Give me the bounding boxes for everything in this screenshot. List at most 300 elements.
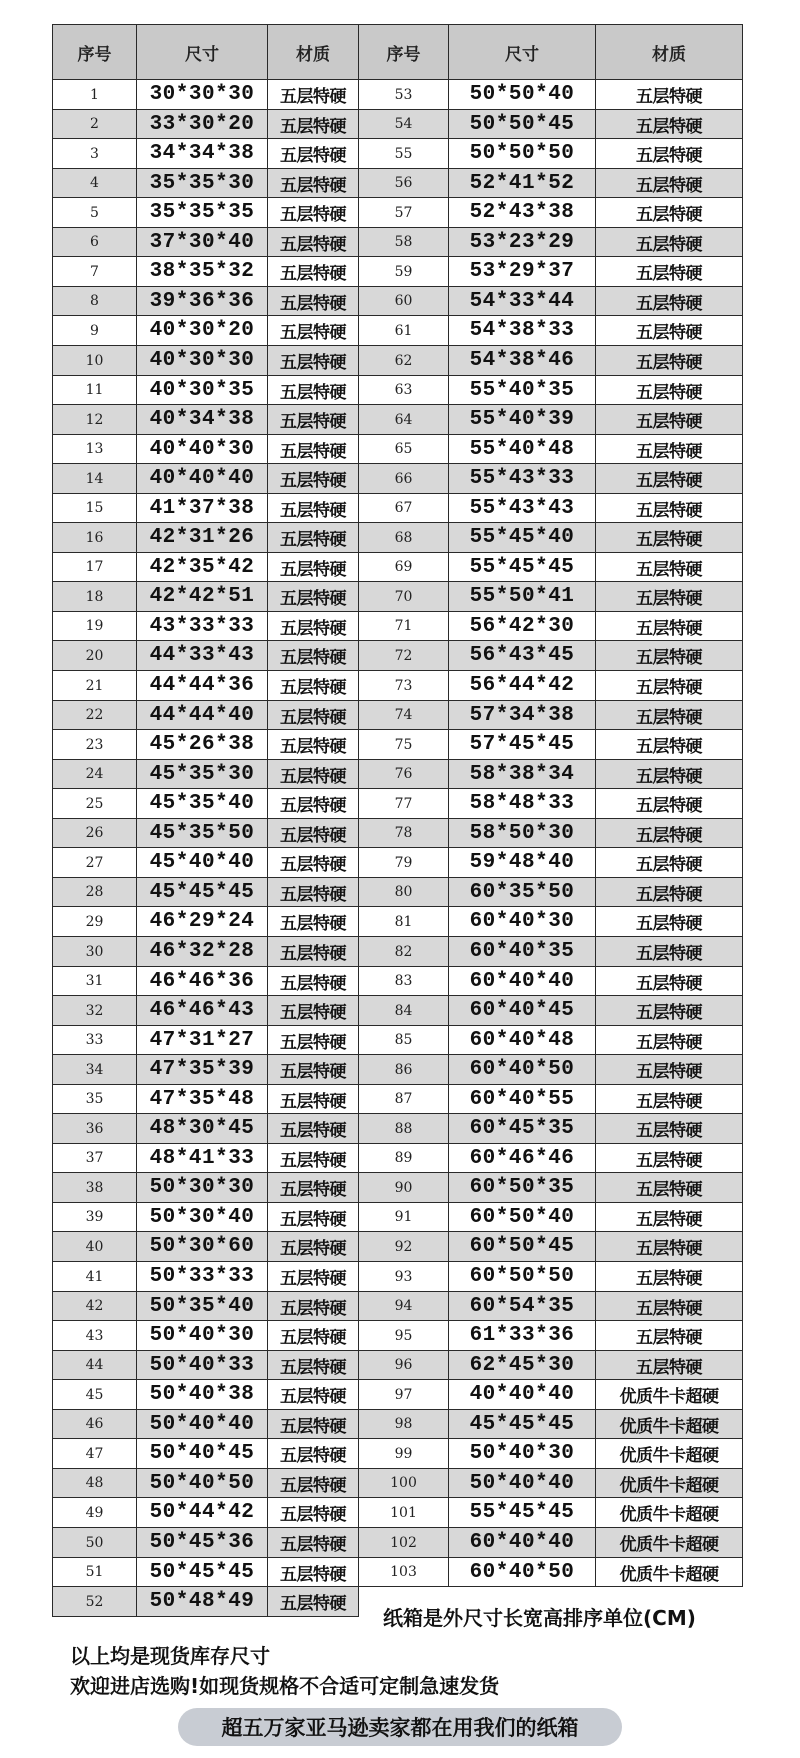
left-material-cell: 五层特硬 <box>267 1231 359 1262</box>
right-material-cell: 五层特硬 <box>595 640 743 671</box>
right-size-cell: 60*40*45 <box>448 995 596 1026</box>
right-material-cell: 五层特硬 <box>595 1261 743 1292</box>
left-index-cell: 48 <box>52 1468 137 1498</box>
right-index-cell: 83 <box>358 966 449 996</box>
left-index-cell: 14 <box>52 463 137 494</box>
left-index-cell: 19 <box>52 611 137 641</box>
left-material-cell: 五层特硬 <box>267 1557 359 1587</box>
right-index-cell: 68 <box>358 522 449 553</box>
right-material-cell: 五层特硬 <box>595 1320 743 1351</box>
right-size-cell: 60*40*48 <box>448 1025 596 1055</box>
right-size-cell: 50*50*40 <box>448 79 596 110</box>
left-size-cell: 50*45*45 <box>136 1557 268 1587</box>
column-header: 序号 <box>52 24 137 80</box>
right-material-cell: 五层特硬 <box>595 700 743 730</box>
right-size-cell: 55*45*45 <box>448 552 596 582</box>
right-size-cell: 60*50*40 <box>448 1202 596 1232</box>
right-material-cell: 五层特硬 <box>595 581 743 612</box>
right-size-cell: 60*40*30 <box>448 906 596 937</box>
left-material-cell: 五层特硬 <box>267 788 359 819</box>
right-index-cell: 77 <box>358 788 449 819</box>
right-index-cell: 89 <box>358 1143 449 1173</box>
right-material-cell: 优质牛卡超硬 <box>595 1557 743 1587</box>
left-material-cell: 五层特硬 <box>267 522 359 553</box>
right-size-cell: 58*48*33 <box>448 788 596 819</box>
right-index-cell: 97 <box>358 1379 449 1410</box>
left-size-cell: 48*41*33 <box>136 1143 268 1173</box>
left-material-cell: 五层特硬 <box>267 759 359 789</box>
right-size-cell: 60*50*45 <box>448 1231 596 1262</box>
left-size-cell: 50*40*33 <box>136 1350 268 1380</box>
left-index-cell: 17 <box>52 552 137 582</box>
left-index-cell: 9 <box>52 315 137 346</box>
right-size-cell: 55*43*33 <box>448 463 596 494</box>
left-material-cell: 五层特硬 <box>267 818 359 848</box>
left-index-cell: 13 <box>52 434 137 464</box>
left-material-cell: 五层特硬 <box>267 1054 359 1085</box>
right-material-cell: 五层特硬 <box>595 1143 743 1173</box>
right-index-cell: 69 <box>358 552 449 582</box>
right-index-cell: 67 <box>358 493 449 523</box>
right-size-cell: 40*40*40 <box>448 1379 596 1410</box>
left-size-cell: 50*40*45 <box>136 1438 268 1469</box>
left-size-cell: 45*35*40 <box>136 788 268 819</box>
right-material-cell: 五层特硬 <box>595 759 743 789</box>
right-index-cell: 81 <box>358 906 449 937</box>
right-size-cell: 55*40*39 <box>448 404 596 435</box>
left-index-cell: 22 <box>52 700 137 730</box>
left-size-cell: 40*30*20 <box>136 315 268 346</box>
left-size-cell: 44*33*43 <box>136 640 268 671</box>
right-material-cell: 五层特硬 <box>595 966 743 996</box>
right-size-cell: 60*46*46 <box>448 1143 596 1173</box>
left-index-cell: 46 <box>52 1409 137 1439</box>
left-size-cell: 47*31*27 <box>136 1025 268 1055</box>
left-material-cell: 五层特硬 <box>267 1409 359 1439</box>
left-material-cell: 五层特硬 <box>267 345 359 376</box>
right-material-cell: 五层特硬 <box>595 493 743 523</box>
right-index-cell: 58 <box>358 227 449 257</box>
left-index-cell: 41 <box>52 1261 137 1292</box>
right-material-cell: 五层特硬 <box>595 345 743 376</box>
left-index-cell: 52 <box>52 1586 137 1617</box>
right-index-cell: 63 <box>358 375 449 405</box>
right-material-cell: 五层特硬 <box>595 1172 743 1203</box>
right-size-cell: 53*23*29 <box>448 227 596 257</box>
right-index-cell: 74 <box>358 700 449 730</box>
left-size-cell: 46*46*43 <box>136 995 268 1026</box>
right-index-cell: 92 <box>358 1231 449 1262</box>
left-size-cell: 50*30*60 <box>136 1231 268 1262</box>
right-size-cell: 56*42*30 <box>448 611 596 641</box>
right-material-cell: 五层特硬 <box>595 729 743 760</box>
right-size-cell: 55*50*41 <box>448 581 596 612</box>
right-index-cell: 76 <box>358 759 449 789</box>
left-size-cell: 50*40*50 <box>136 1468 268 1498</box>
left-size-cell: 34*34*38 <box>136 138 268 169</box>
right-material-cell: 优质牛卡超硬 <box>595 1468 743 1498</box>
left-material-cell: 五层特硬 <box>267 168 359 198</box>
right-index-cell: 55 <box>358 138 449 169</box>
right-index-cell: 101 <box>358 1497 449 1528</box>
right-material-cell: 五层特硬 <box>595 522 743 553</box>
left-index-cell: 42 <box>52 1291 137 1321</box>
left-size-cell: 45*35*50 <box>136 818 268 848</box>
right-size-cell: 50*40*30 <box>448 1438 596 1469</box>
left-index-cell: 43 <box>52 1320 137 1351</box>
right-size-cell: 52*43*38 <box>448 197 596 228</box>
column-header: 尺寸 <box>448 24 596 80</box>
right-size-cell: 58*50*30 <box>448 818 596 848</box>
right-material-cell: 五层特硬 <box>595 1025 743 1055</box>
left-size-cell: 30*30*30 <box>136 79 268 110</box>
right-material-cell: 优质牛卡超硬 <box>595 1438 743 1469</box>
stock-note: 以上均是现货库存尺寸 <box>70 1644 270 1668</box>
left-material-cell: 五层特硬 <box>267 493 359 523</box>
left-size-cell: 44*44*36 <box>136 670 268 701</box>
left-size-cell: 45*45*45 <box>136 877 268 907</box>
left-size-cell: 46*32*28 <box>136 936 268 967</box>
right-size-cell: 61*33*36 <box>448 1320 596 1351</box>
right-material-cell: 优质牛卡超硬 <box>595 1409 743 1439</box>
left-index-cell: 49 <box>52 1497 137 1528</box>
right-size-cell: 50*50*50 <box>448 138 596 169</box>
left-material-cell: 五层特硬 <box>267 906 359 937</box>
left-material-cell: 五层特硬 <box>267 434 359 464</box>
right-material-cell: 五层特硬 <box>595 227 743 257</box>
left-size-cell: 42*31*26 <box>136 522 268 553</box>
left-material-cell: 五层特硬 <box>267 286 359 316</box>
right-size-cell: 60*50*35 <box>448 1172 596 1203</box>
left-material-cell: 五层特硬 <box>267 552 359 582</box>
left-material-cell: 五层特硬 <box>267 640 359 671</box>
left-material-cell: 五层特硬 <box>267 109 359 139</box>
left-size-cell: 50*44*42 <box>136 1497 268 1528</box>
right-index-cell: 79 <box>358 847 449 878</box>
left-size-cell: 40*40*40 <box>136 463 268 494</box>
left-size-cell: 50*30*40 <box>136 1202 268 1232</box>
left-index-cell: 38 <box>52 1172 137 1203</box>
left-index-cell: 45 <box>52 1379 137 1410</box>
right-material-cell: 五层特硬 <box>595 1291 743 1321</box>
right-material-cell: 五层特硬 <box>595 877 743 907</box>
right-size-cell: 60*40*55 <box>448 1084 596 1114</box>
right-size-cell: 60*40*50 <box>448 1557 596 1587</box>
left-index-cell: 40 <box>52 1231 137 1262</box>
right-size-cell: 60*40*40 <box>448 966 596 996</box>
left-index-cell: 15 <box>52 493 137 523</box>
left-size-cell: 42*42*51 <box>136 581 268 612</box>
left-material-cell: 五层特硬 <box>267 936 359 967</box>
left-size-cell: 42*35*42 <box>136 552 268 582</box>
right-material-cell: 优质牛卡超硬 <box>595 1527 743 1558</box>
left-index-cell: 16 <box>52 522 137 553</box>
right-material-cell: 五层特硬 <box>595 168 743 198</box>
right-material-cell: 五层特硬 <box>595 375 743 405</box>
left-index-cell: 1 <box>52 79 137 110</box>
right-size-cell: 52*41*52 <box>448 168 596 198</box>
column-header: 材质 <box>267 24 359 80</box>
left-size-cell: 50*45*36 <box>136 1527 268 1558</box>
right-size-cell: 60*45*35 <box>448 1113 596 1144</box>
left-size-cell: 46*29*24 <box>136 906 268 937</box>
right-size-cell: 54*33*44 <box>448 286 596 316</box>
left-material-cell: 五层特硬 <box>267 197 359 228</box>
left-size-cell: 37*30*40 <box>136 227 268 257</box>
left-material-cell: 五层特硬 <box>267 1202 359 1232</box>
left-size-cell: 41*37*38 <box>136 493 268 523</box>
left-index-cell: 37 <box>52 1143 137 1173</box>
left-index-cell: 20 <box>52 640 137 671</box>
right-material-cell: 五层特硬 <box>595 138 743 169</box>
right-material-cell: 五层特硬 <box>595 995 743 1026</box>
right-size-cell: 56*44*42 <box>448 670 596 701</box>
unit-note: 纸箱是外尺寸长宽高排序单位(CM) <box>383 1605 696 1630</box>
left-material-cell: 五层特硬 <box>267 847 359 878</box>
left-size-cell: 46*46*36 <box>136 966 268 996</box>
right-index-cell: 84 <box>358 995 449 1026</box>
left-index-cell: 8 <box>52 286 137 316</box>
left-index-cell: 10 <box>52 345 137 376</box>
right-index-cell: 82 <box>358 936 449 967</box>
right-index-cell: 91 <box>358 1202 449 1232</box>
left-index-cell: 2 <box>52 109 137 139</box>
left-index-cell: 25 <box>52 788 137 819</box>
left-material-cell: 五层特硬 <box>267 877 359 907</box>
left-index-cell: 26 <box>52 818 137 848</box>
left-index-cell: 39 <box>52 1202 137 1232</box>
left-material-cell: 五层特硬 <box>267 966 359 996</box>
right-size-cell: 55*45*45 <box>448 1497 596 1528</box>
right-index-cell: 100 <box>358 1468 449 1498</box>
left-size-cell: 43*33*33 <box>136 611 268 641</box>
right-size-cell: 55*45*40 <box>448 522 596 553</box>
right-size-cell: 57*34*38 <box>448 700 596 730</box>
left-index-cell: 27 <box>52 847 137 878</box>
left-index-cell: 18 <box>52 581 137 612</box>
right-index-cell: 98 <box>358 1409 449 1439</box>
right-size-cell: 60*54*35 <box>448 1291 596 1321</box>
left-material-cell: 五层特硬 <box>267 1586 359 1617</box>
right-material-cell: 五层特硬 <box>595 818 743 848</box>
right-material-cell: 五层特硬 <box>595 1231 743 1262</box>
right-index-cell: 62 <box>358 345 449 376</box>
left-index-cell: 50 <box>52 1527 137 1558</box>
right-index-cell: 60 <box>358 286 449 316</box>
left-size-cell: 33*30*20 <box>136 109 268 139</box>
right-index-cell: 93 <box>358 1261 449 1292</box>
right-material-cell: 五层特硬 <box>595 315 743 346</box>
left-index-cell: 21 <box>52 670 137 701</box>
right-material-cell: 五层特硬 <box>595 936 743 967</box>
left-size-cell: 47*35*48 <box>136 1084 268 1114</box>
right-material-cell: 优质牛卡超硬 <box>595 1379 743 1410</box>
left-index-cell: 24 <box>52 759 137 789</box>
right-index-cell: 56 <box>358 168 449 198</box>
right-index-cell: 94 <box>358 1291 449 1321</box>
left-material-cell: 五层特硬 <box>267 1084 359 1114</box>
left-size-cell: 35*35*35 <box>136 197 268 228</box>
left-index-cell: 4 <box>52 168 137 198</box>
left-material-cell: 五层特硬 <box>267 1527 359 1558</box>
left-size-cell: 35*35*30 <box>136 168 268 198</box>
left-material-cell: 五层特硬 <box>267 581 359 612</box>
left-size-cell: 45*26*38 <box>136 729 268 760</box>
left-material-cell: 五层特硬 <box>267 227 359 257</box>
right-index-cell: 72 <box>358 640 449 671</box>
right-material-cell: 五层特硬 <box>595 256 743 287</box>
left-material-cell: 五层特硬 <box>267 1497 359 1528</box>
left-size-cell: 40*30*30 <box>136 345 268 376</box>
left-material-cell: 五层特硬 <box>267 404 359 435</box>
left-index-cell: 51 <box>52 1557 137 1587</box>
left-material-cell: 五层特硬 <box>267 1379 359 1410</box>
left-size-cell: 40*30*35 <box>136 375 268 405</box>
left-size-cell: 45*35*30 <box>136 759 268 789</box>
right-size-cell: 58*38*34 <box>448 759 596 789</box>
right-size-cell: 57*45*45 <box>448 729 596 760</box>
left-size-cell: 50*40*38 <box>136 1379 268 1410</box>
right-index-cell: 103 <box>358 1557 449 1587</box>
left-index-cell: 6 <box>52 227 137 257</box>
left-size-cell: 40*40*30 <box>136 434 268 464</box>
left-index-cell: 36 <box>52 1113 137 1144</box>
left-material-cell: 五层特硬 <box>267 611 359 641</box>
right-size-cell: 60*40*40 <box>448 1527 596 1558</box>
right-index-cell: 87 <box>358 1084 449 1114</box>
right-index-cell: 96 <box>358 1350 449 1380</box>
right-size-cell: 53*29*37 <box>448 256 596 287</box>
right-material-cell: 五层特硬 <box>595 463 743 494</box>
right-material-cell: 五层特硬 <box>595 286 743 316</box>
right-material-cell: 五层特硬 <box>595 1054 743 1085</box>
left-material-cell: 五层特硬 <box>267 1143 359 1173</box>
left-material-cell: 五层特硬 <box>267 375 359 405</box>
right-index-cell: 54 <box>358 109 449 139</box>
right-material-cell: 五层特硬 <box>595 197 743 228</box>
right-material-cell: 五层特硬 <box>595 847 743 878</box>
right-size-cell: 55*40*35 <box>448 375 596 405</box>
left-index-cell: 29 <box>52 906 137 937</box>
left-index-cell: 30 <box>52 936 137 967</box>
left-index-cell: 7 <box>52 256 137 287</box>
right-size-cell: 60*40*35 <box>448 936 596 967</box>
left-index-cell: 34 <box>52 1054 137 1085</box>
left-material-cell: 五层特硬 <box>267 1468 359 1498</box>
left-size-cell: 44*44*40 <box>136 700 268 730</box>
right-material-cell: 五层特硬 <box>595 611 743 641</box>
right-size-cell: 55*43*43 <box>448 493 596 523</box>
right-index-cell: 90 <box>358 1172 449 1203</box>
left-material-cell: 五层特硬 <box>267 1025 359 1055</box>
custom-order-note: 欢迎进店选购!如现货规格不合适可定制急速发货 <box>70 1674 500 1698</box>
column-header: 尺寸 <box>136 24 268 80</box>
right-index-cell: 57 <box>358 197 449 228</box>
right-index-cell: 71 <box>358 611 449 641</box>
left-material-cell: 五层特硬 <box>267 729 359 760</box>
left-size-cell: 50*30*30 <box>136 1172 268 1203</box>
left-size-cell: 50*40*40 <box>136 1409 268 1439</box>
left-material-cell: 五层特硬 <box>267 995 359 1026</box>
left-material-cell: 五层特硬 <box>267 1261 359 1292</box>
right-material-cell: 五层特硬 <box>595 670 743 701</box>
left-size-cell: 50*35*40 <box>136 1291 268 1321</box>
left-material-cell: 五层特硬 <box>267 1350 359 1380</box>
right-index-cell: 64 <box>358 404 449 435</box>
right-index-cell: 102 <box>358 1527 449 1558</box>
left-material-cell: 五层特硬 <box>267 79 359 110</box>
right-index-cell: 95 <box>358 1320 449 1351</box>
right-index-cell: 78 <box>358 818 449 848</box>
right-material-cell: 优质牛卡超硬 <box>595 1497 743 1528</box>
right-size-cell: 54*38*33 <box>448 315 596 346</box>
left-index-cell: 33 <box>52 1025 137 1055</box>
left-size-cell: 48*30*45 <box>136 1113 268 1144</box>
left-index-cell: 28 <box>52 877 137 907</box>
right-index-cell: 59 <box>358 256 449 287</box>
right-index-cell: 66 <box>358 463 449 494</box>
right-material-cell: 五层特硬 <box>595 404 743 435</box>
right-size-cell: 59*48*40 <box>448 847 596 878</box>
left-material-cell: 五层特硬 <box>267 700 359 730</box>
left-size-cell: 50*33*33 <box>136 1261 268 1292</box>
right-material-cell: 五层特硬 <box>595 1350 743 1380</box>
left-size-cell: 38*35*32 <box>136 256 268 287</box>
left-index-cell: 35 <box>52 1084 137 1114</box>
right-material-cell: 五层特硬 <box>595 788 743 819</box>
left-material-cell: 五层特硬 <box>267 1320 359 1351</box>
left-size-cell: 45*40*40 <box>136 847 268 878</box>
left-size-cell: 40*34*38 <box>136 404 268 435</box>
right-index-cell: 85 <box>358 1025 449 1055</box>
left-material-cell: 五层特硬 <box>267 1438 359 1469</box>
right-index-cell: 99 <box>358 1438 449 1469</box>
left-index-cell: 23 <box>52 729 137 760</box>
right-material-cell: 五层特硬 <box>595 1202 743 1232</box>
left-index-cell: 47 <box>52 1438 137 1469</box>
right-material-cell: 五层特硬 <box>595 906 743 937</box>
right-material-cell: 五层特硬 <box>595 79 743 110</box>
right-size-cell: 50*50*45 <box>448 109 596 139</box>
left-material-cell: 五层特硬 <box>267 670 359 701</box>
right-index-cell: 65 <box>358 434 449 464</box>
right-material-cell: 五层特硬 <box>595 434 743 464</box>
right-index-cell: 80 <box>358 877 449 907</box>
left-material-cell: 五层特硬 <box>267 256 359 287</box>
left-index-cell: 44 <box>52 1350 137 1380</box>
promo-banner: 超五万家亚马逊卖家都在用我们的纸箱 <box>178 1708 622 1746</box>
left-index-cell: 32 <box>52 995 137 1026</box>
left-index-cell: 11 <box>52 375 137 405</box>
right-index-cell: 53 <box>358 79 449 110</box>
column-header: 序号 <box>358 24 449 80</box>
left-size-cell: 39*36*36 <box>136 286 268 316</box>
right-index-cell: 86 <box>358 1054 449 1085</box>
right-index-cell: 75 <box>358 729 449 760</box>
right-material-cell: 五层特硬 <box>595 109 743 139</box>
left-size-cell: 47*35*39 <box>136 1054 268 1085</box>
left-size-cell: 50*40*30 <box>136 1320 268 1351</box>
left-material-cell: 五层特硬 <box>267 138 359 169</box>
right-material-cell: 五层特硬 <box>595 1113 743 1144</box>
left-material-cell: 五层特硬 <box>267 315 359 346</box>
left-index-cell: 5 <box>52 197 137 228</box>
left-index-cell: 3 <box>52 138 137 169</box>
left-index-cell: 12 <box>52 404 137 435</box>
right-size-cell: 60*50*50 <box>448 1261 596 1292</box>
left-material-cell: 五层特硬 <box>267 463 359 494</box>
right-size-cell: 60*35*50 <box>448 877 596 907</box>
